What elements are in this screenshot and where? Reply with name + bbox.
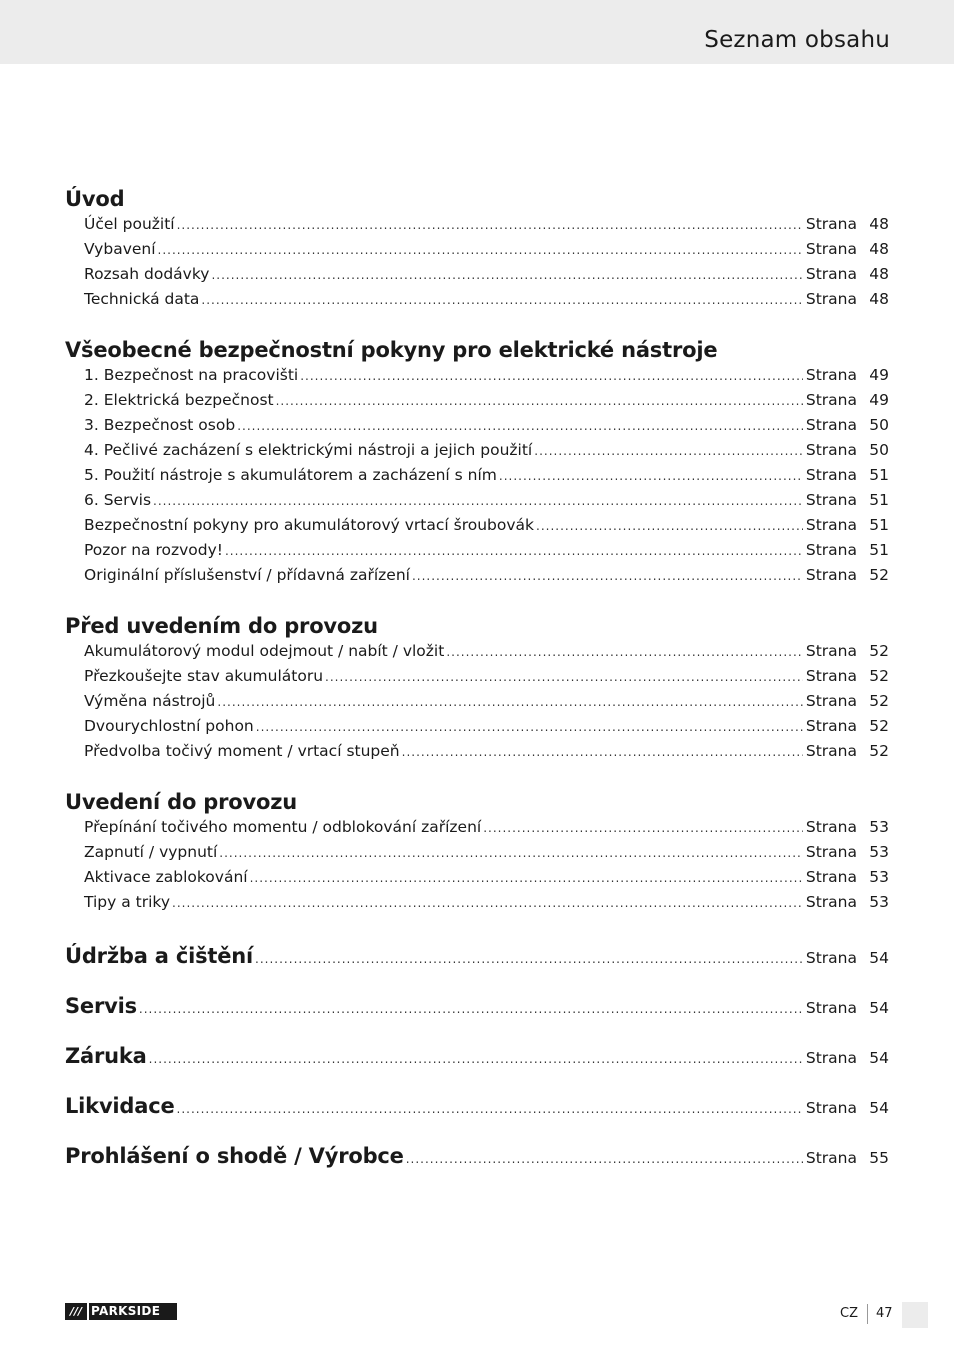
header-bar: [0, 0, 954, 64]
toc-entry: [65, 865, 889, 890]
entry-strana-label: Strana: [805, 391, 857, 409]
section-entries: [65, 212, 889, 312]
dot-leader: [225, 539, 803, 564]
dot-leader: [406, 1143, 803, 1175]
dot-leader: [534, 439, 803, 464]
dot-leader: [255, 943, 803, 975]
toc-section: [65, 789, 889, 915]
entry-page-number: 54: [869, 949, 889, 967]
section-title: Úvod: [65, 187, 125, 211]
toc-entry: [65, 739, 889, 764]
section-title: Likvidace: [65, 1094, 175, 1118]
toc-entry: [65, 488, 889, 513]
entry-page-number: 53: [869, 868, 889, 886]
entry-label: Vybavení: [84, 240, 156, 258]
entry-strana-label: Strana: [805, 290, 857, 308]
entry-label: Bezpečnostní pokyny pro akumulátorový vrtací šroubovák: [84, 516, 534, 534]
toc-entry: [65, 413, 889, 438]
section-title: Servis: [65, 994, 137, 1018]
entry-page-number: 53: [869, 893, 889, 911]
dot-leader: [446, 640, 803, 665]
toc-single-section: [65, 990, 889, 1022]
dot-leader: [256, 715, 803, 740]
dot-leader: [276, 389, 803, 414]
parkside-logo: [65, 1303, 177, 1320]
section-entries: [65, 363, 889, 588]
entry-page-number: 48: [869, 215, 889, 233]
toc-entry: [65, 262, 889, 287]
entry-page-number: 53: [869, 818, 889, 836]
dot-leader: [499, 464, 803, 489]
dot-leader: [483, 816, 803, 841]
toc-single-section: [65, 1140, 889, 1172]
entry-page-number: 54: [869, 1049, 889, 1067]
entry-strana-label: Strana: [805, 1099, 857, 1117]
toc-entry: [65, 714, 889, 739]
entry-label: Rozsah dodávky: [84, 265, 210, 283]
entry-page-number: 52: [869, 717, 889, 735]
entry-page-number: 48: [869, 290, 889, 308]
toc-entry: [65, 363, 889, 388]
toc-section: [65, 337, 889, 588]
entry-label: Přezkoušejte stav akumulátoru: [84, 667, 324, 685]
entry-strana-label: Strana: [805, 999, 857, 1017]
entry-label: Dvourychlostní pohon: [84, 717, 254, 735]
toc-entry: [65, 689, 889, 714]
dot-leader: [217, 690, 803, 715]
toc-sections: [65, 186, 889, 915]
entry-page-number: 51: [869, 491, 889, 509]
section-title: Uvedení do provozu: [65, 790, 297, 814]
entry-strana-label: Strana: [805, 949, 857, 967]
section-title: Před uvedením do provozu: [65, 614, 378, 638]
entry-page-number: 55: [869, 1149, 889, 1167]
entry-label: 3. Bezpečnost osob: [84, 416, 236, 434]
entry-label: Aktivace zablokování: [84, 868, 248, 886]
entry-label: 2. Elektrická bezpečnost: [84, 391, 274, 409]
toc-entry: [65, 815, 889, 840]
entry-page-number: 54: [869, 1099, 889, 1117]
entry-label: 6. Servis: [84, 491, 152, 509]
dot-leader: [153, 489, 803, 514]
dot-leader: [237, 414, 803, 439]
entry-strana-label: Strana: [805, 717, 857, 735]
toc-single-section: [65, 1040, 889, 1072]
dot-leader: [536, 514, 803, 539]
toc-section: [65, 613, 889, 764]
dot-leader: [219, 841, 803, 866]
footer-tab-marker: [902, 1302, 928, 1328]
logo-slashes: ///: [65, 1303, 87, 1320]
footer-divider: [867, 1304, 868, 1324]
entry-page-number: 52: [869, 692, 889, 710]
section-title: Záruka: [65, 1044, 147, 1068]
entry-strana-label: Strana: [805, 466, 857, 484]
toc-entry: [65, 563, 889, 588]
entry-page-number: 52: [869, 566, 889, 584]
toc-entry: [65, 237, 889, 262]
entry-label: Originální příslušenství / přídavná zařízení: [84, 566, 410, 584]
dot-leader: [177, 213, 803, 238]
entry-label: Akumulátorový modul odejmout / nabít / vložit: [84, 642, 445, 660]
entry-page-number: 48: [869, 240, 889, 258]
section-title: Údržba a čištění: [65, 944, 254, 968]
toc-entry: [65, 212, 889, 237]
section-title: Prohlášení o shodě / Výrobce: [65, 1144, 404, 1168]
entry-strana-label: Strana: [805, 541, 857, 559]
entry-label: 5. Použití nástroje s akumulátorem a zacházení s ním: [84, 466, 497, 484]
dot-leader: [412, 564, 803, 589]
entry-strana-label: Strana: [805, 566, 857, 584]
dot-leader: [402, 740, 803, 765]
toc-entry: [65, 438, 889, 463]
entry-strana-label: Strana: [805, 1049, 857, 1067]
entry-page-number: 51: [869, 466, 889, 484]
entry-label: Předvolba točivý moment / vrtací stupeň: [84, 742, 400, 760]
entry-strana-label: Strana: [805, 491, 857, 509]
entry-strana-label: Strana: [805, 1149, 857, 1167]
entry-strana-label: Strana: [805, 240, 857, 258]
entry-label: Účel použití: [84, 215, 175, 233]
language-code: CZ: [840, 1306, 858, 1321]
entry-label: Výměna nástrojů: [84, 692, 216, 710]
dot-leader: [177, 1093, 803, 1125]
toc-single-section: [65, 1090, 889, 1122]
entry-strana-label: Strana: [805, 818, 857, 836]
toc-entry: [65, 287, 889, 312]
entry-page-number: 50: [869, 416, 889, 434]
entry-strana-label: Strana: [805, 416, 857, 434]
toc-entry: [65, 664, 889, 689]
entry-page-number: 49: [869, 366, 889, 384]
toc-single-sections: [65, 940, 889, 1172]
entry-page-number: 52: [869, 742, 889, 760]
dot-leader: [325, 665, 803, 690]
section-title: Všeobecné bezpečnostní pokyny pro elektrické nástroje: [65, 338, 718, 362]
entry-strana-label: Strana: [805, 843, 857, 861]
entry-label: Zapnutí / vypnutí: [84, 843, 218, 861]
entry-page-number: 49: [869, 391, 889, 409]
entry-label: Pozor na rozvody!: [84, 541, 223, 559]
entry-strana-label: Strana: [805, 667, 857, 685]
toc-entry: [65, 513, 889, 538]
entry-strana-label: Strana: [805, 893, 857, 911]
section-entries: [65, 815, 889, 915]
toc-entry: [65, 538, 889, 563]
page-number: 47: [876, 1306, 893, 1321]
entry-strana-label: Strana: [805, 692, 857, 710]
section-entries: [65, 639, 889, 764]
dot-leader: [172, 891, 803, 916]
entry-page-number: 52: [869, 642, 889, 660]
entry-strana-label: Strana: [805, 215, 857, 233]
entry-strana-label: Strana: [805, 642, 857, 660]
toc-entry: [65, 639, 889, 664]
entry-strana-label: Strana: [805, 516, 857, 534]
toc-entry: [65, 840, 889, 865]
entry-page-number: 48: [869, 265, 889, 283]
entry-page-number: 54: [869, 999, 889, 1017]
logo-text: PARKSIDE: [89, 1303, 177, 1320]
dot-leader: [139, 993, 803, 1025]
entry-label: Technická data: [84, 290, 200, 308]
page-title: Seznam obsahu: [704, 27, 890, 53]
entry-label: 1. Bezpečnost na pracovišti: [84, 366, 299, 384]
dot-leader: [201, 288, 802, 313]
dot-leader: [250, 866, 803, 891]
dot-leader: [158, 238, 803, 263]
entry-page-number: 51: [869, 541, 889, 559]
toc-entry: [65, 890, 889, 915]
table-of-contents: [65, 186, 889, 1190]
dot-leader: [211, 263, 802, 288]
dot-leader: [300, 364, 803, 389]
entry-page-number: 51: [869, 516, 889, 534]
entry-page-number: 53: [869, 843, 889, 861]
entry-label: Tipy a triky: [84, 893, 171, 911]
entry-strana-label: Strana: [805, 441, 857, 459]
entry-strana-label: Strana: [805, 742, 857, 760]
entry-strana-label: Strana: [805, 265, 857, 283]
entry-strana-label: Strana: [805, 868, 857, 886]
toc-section: [65, 186, 889, 312]
entry-strana-label: Strana: [805, 366, 857, 384]
toc-entry: [65, 463, 889, 488]
entry-label: 4. Pečlivé zacházení s elektrickými nástroji a jejich použití: [84, 441, 533, 459]
toc-single-section: [65, 940, 889, 972]
dot-leader: [149, 1043, 803, 1075]
toc-entry: [65, 388, 889, 413]
entry-label: Přepínání točivého momentu / odblokování zařízení: [84, 818, 482, 836]
entry-page-number: 50: [869, 441, 889, 459]
entry-page-number: 52: [869, 667, 889, 685]
